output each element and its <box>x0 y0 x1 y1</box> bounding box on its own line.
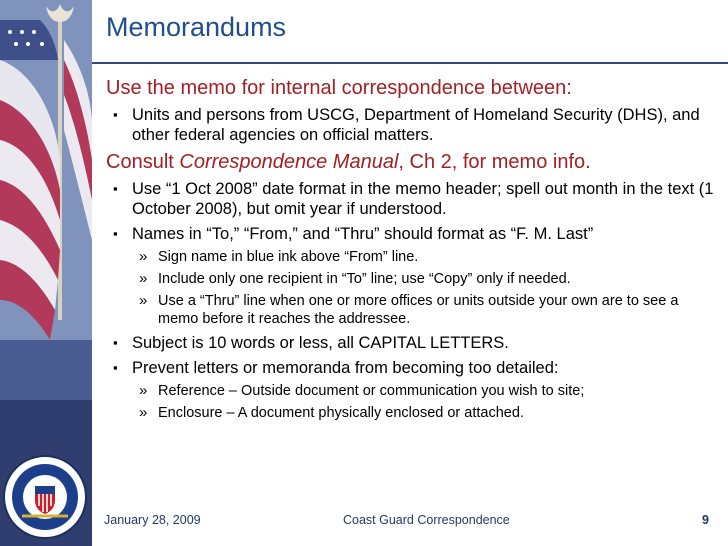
title-divider <box>92 62 728 64</box>
bullet-subject: ▪ Subject is 10 words or less, all CAPITAL LETTERS. <box>113 334 509 352</box>
slide-title: Memorandums <box>106 12 287 42</box>
footer-center-title: Coast Guard Correspondence <box>343 513 510 527</box>
chevron-bullet-icon: » <box>139 382 148 399</box>
sub-bullet-enclosure: » Enclosure – A document physically enclosed or attached. <box>139 404 524 421</box>
bullet-date-format: ▪ Use “1 Oct 2008” date format in the memo header; spell out month in the text (1 October 2008), but omit year if understood. <box>113 180 714 218</box>
chevron-bullet-icon: » <box>139 292 148 309</box>
square-bullet-icon: ▪ <box>113 360 118 375</box>
square-bullet-icon: ▪ <box>113 335 118 350</box>
coast-guard-auxiliary-seal-icon <box>2 454 88 540</box>
heading-memo-use: Use the memo for internal correspondence between: <box>106 77 572 99</box>
bullet-units-persons: ▪ Units and persons from USCG, Department of Homeland Security (DHS), and other federal agencies on official matters. <box>113 106 700 144</box>
flag-sidebar-image <box>0 0 92 546</box>
sub-bullet-reference: » Reference – Outside document or communication you wish to site; <box>139 382 585 399</box>
square-bullet-icon: ▪ <box>113 181 118 196</box>
chevron-bullet-icon: » <box>139 404 148 421</box>
heading-consult-manual: Consult Correspondence Manual, Ch 2, for memo info. <box>106 151 591 173</box>
square-bullet-icon: ▪ <box>113 107 118 122</box>
bullet-prevent-detail: ▪ Prevent letters or memoranda from becoming too detailed: <box>113 359 559 377</box>
slide-body <box>106 70 722 422</box>
sub-bullet-one-recipient: » Include only one recipient in “To” line; use “Copy” only if needed. <box>139 270 571 287</box>
square-bullet-icon: ▪ <box>113 226 118 241</box>
sub-bullet-sign-name: » Sign name in blue ink above “From” line. <box>139 248 419 265</box>
footer-date: January 28, 2009 <box>104 513 201 527</box>
sub-bullet-thru-line: » Use a “Thru” line when one or more offices or units outside your own are to see a memo before it reaches the addressee. <box>139 292 679 327</box>
chevron-bullet-icon: » <box>139 248 148 265</box>
chevron-bullet-icon: » <box>139 270 148 287</box>
footer-page-number: 9 <box>702 513 709 527</box>
bullet-names-format: ▪ Names in “To,” “From,” and “Thru” should format as “F. M. Last” <box>113 225 594 243</box>
